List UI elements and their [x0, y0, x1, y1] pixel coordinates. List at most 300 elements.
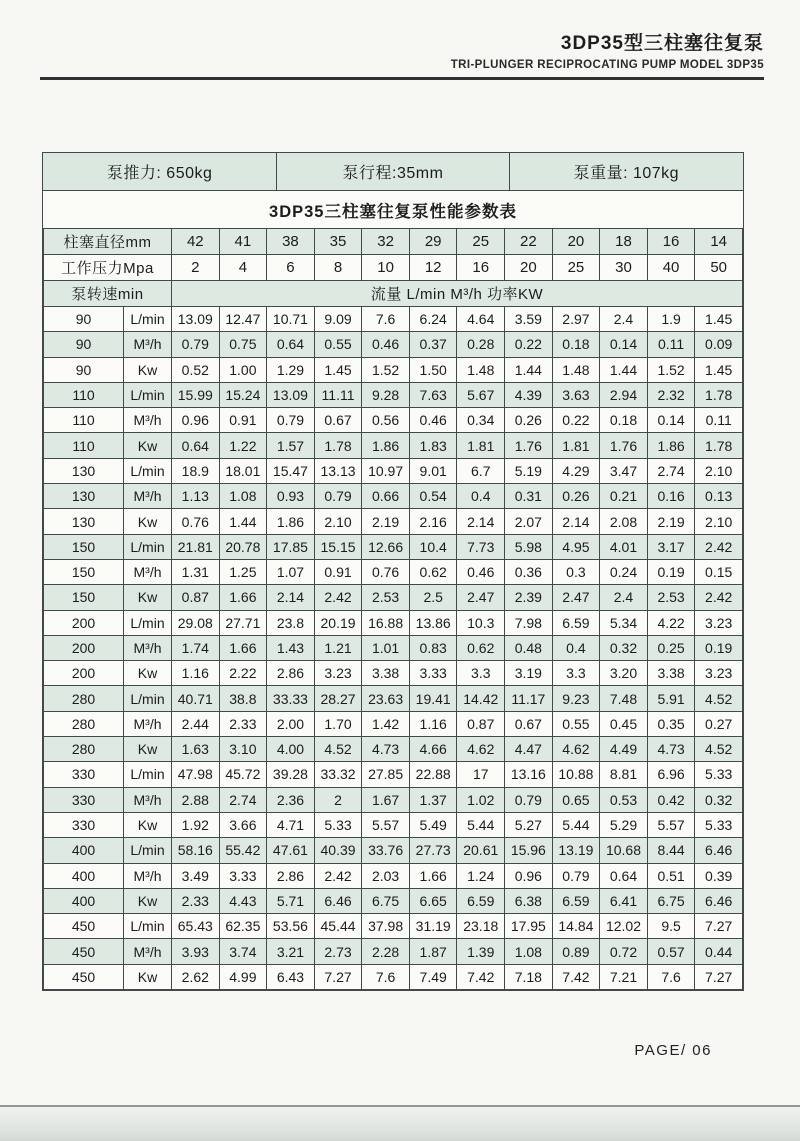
value-cell: 0.4	[552, 635, 600, 660]
value-cell: 8.44	[647, 838, 695, 863]
pressure-value-cell: 20	[505, 255, 553, 281]
value-cell: 2.47	[552, 585, 600, 610]
value-cell: 12.02	[600, 914, 648, 939]
table-row	[44, 559, 743, 584]
value-cell: 0.4	[457, 484, 505, 509]
value-cell: 7.98	[505, 610, 553, 635]
speed-cell: 110	[44, 433, 124, 458]
value-cell: 1.78	[314, 433, 362, 458]
value-cell: 7.6	[362, 307, 410, 332]
value-cell: 6.59	[552, 888, 600, 913]
value-cell: 3.38	[362, 661, 410, 686]
value-cell: 4.52	[695, 686, 743, 711]
value-cell: 47.61	[267, 838, 315, 863]
value-cell: 7.6	[362, 964, 410, 989]
value-cell: 2.14	[267, 585, 315, 610]
value-cell: 4.01	[600, 534, 648, 559]
performance-spec-block	[42, 152, 744, 991]
value-cell: 2.08	[600, 509, 648, 534]
value-cell: 0.44	[695, 939, 743, 964]
unit-cell: M³/h	[124, 484, 172, 509]
pressure-value-cell: 30	[600, 255, 648, 281]
unit-cell: M³/h	[124, 332, 172, 357]
value-cell: 0.64	[172, 433, 220, 458]
page-title-zh: 3DP35型三柱塞往复泵	[560, 33, 764, 54]
value-cell: 2.19	[647, 509, 695, 534]
value-cell: 3.63	[552, 382, 600, 407]
value-cell: 1.29	[267, 357, 315, 382]
value-cell: 1.63	[172, 737, 220, 762]
value-cell: 4.73	[647, 737, 695, 762]
value-cell: 29.08	[172, 610, 220, 635]
unit-cell: L/min	[124, 610, 172, 635]
unit-cell: M³/h	[124, 863, 172, 888]
value-cell: 3.47	[600, 458, 648, 483]
value-cell: 0.52	[172, 357, 220, 382]
speed-cell: 90	[44, 357, 124, 382]
speed-cell: 330	[44, 787, 124, 812]
value-cell: 2	[314, 787, 362, 812]
value-cell: 0.42	[647, 787, 695, 812]
value-cell: 33.33	[267, 686, 315, 711]
value-cell: 1.01	[362, 635, 410, 660]
pressure-value-cell: 10	[362, 255, 410, 281]
value-cell: 3.3	[457, 661, 505, 686]
value-cell: 1.78	[695, 382, 743, 407]
value-cell: 6.41	[600, 888, 648, 913]
diameter-value-cell: 16	[647, 229, 695, 255]
value-cell: 23.18	[457, 914, 505, 939]
value-cell: 1.45	[695, 307, 743, 332]
value-cell: 0.35	[647, 711, 695, 736]
value-cell: 2.28	[362, 939, 410, 964]
value-cell: 4.47	[505, 737, 553, 762]
value-cell: 45.44	[314, 914, 362, 939]
working-pressure-label: 工作压力Mpa	[44, 255, 172, 281]
unit-cell: L/min	[124, 686, 172, 711]
table-row	[44, 433, 743, 458]
value-cell: 53.56	[267, 914, 315, 939]
unit-cell: M³/h	[124, 787, 172, 812]
value-cell: 0.46	[362, 332, 410, 357]
value-cell: 5.57	[362, 812, 410, 837]
value-cell: 7.63	[409, 382, 457, 407]
value-cell: 0.65	[552, 787, 600, 812]
pressure-value-cell: 40	[647, 255, 695, 281]
value-cell: 0.27	[695, 711, 743, 736]
value-cell: 1.48	[457, 357, 505, 382]
diameter-value-cell: 29	[409, 229, 457, 255]
value-cell: 0.53	[600, 787, 648, 812]
value-cell: 10.4	[409, 534, 457, 559]
diameter-value-cell: 42	[172, 229, 220, 255]
value-cell: 2.39	[505, 585, 553, 610]
speed-cell: 450	[44, 914, 124, 939]
table-row	[44, 888, 743, 913]
value-cell: 19.41	[409, 686, 457, 711]
value-cell: 5.44	[552, 812, 600, 837]
working-pressure-row	[44, 255, 743, 281]
value-cell: 1.92	[172, 812, 220, 837]
value-cell: 0.14	[647, 408, 695, 433]
value-cell: 1.08	[219, 484, 267, 509]
value-cell: 31.19	[409, 914, 457, 939]
value-cell: 0.39	[695, 863, 743, 888]
value-cell: 1.81	[457, 433, 505, 458]
value-cell: 2.5	[409, 585, 457, 610]
value-cell: 1.66	[409, 863, 457, 888]
value-cell: 5.33	[695, 812, 743, 837]
pressure-value-cell: 4	[219, 255, 267, 281]
value-cell: 7.73	[457, 534, 505, 559]
value-cell: 6.75	[362, 888, 410, 913]
value-cell: 2.36	[267, 787, 315, 812]
value-cell: 0.76	[362, 559, 410, 584]
value-cell: 6.46	[695, 838, 743, 863]
value-cell: 21.81	[172, 534, 220, 559]
value-cell: 0.66	[362, 484, 410, 509]
value-cell: 1.52	[362, 357, 410, 382]
value-cell: 1.44	[219, 509, 267, 534]
value-cell: 0.79	[172, 332, 220, 357]
value-cell: 3.66	[219, 812, 267, 837]
value-cell: 62.35	[219, 914, 267, 939]
value-cell: 0.18	[600, 408, 648, 433]
value-cell: 2.73	[314, 939, 362, 964]
value-cell: 0.11	[695, 408, 743, 433]
value-cell: 2.07	[505, 509, 553, 534]
page-title-en: TRI-PLUNGER RECIPROCATING PUMP MODEL 3DP35	[450, 59, 764, 71]
value-cell: 10.88	[552, 762, 600, 787]
value-cell: 1.70	[314, 711, 362, 736]
value-cell: 2.47	[457, 585, 505, 610]
value-cell: 1.67	[362, 787, 410, 812]
page-header	[40, 28, 764, 80]
value-cell: 1.07	[267, 559, 315, 584]
value-cell: 1.24	[457, 863, 505, 888]
value-cell: 10.71	[267, 307, 315, 332]
value-cell: 10.97	[362, 458, 410, 483]
value-cell: 40.39	[314, 838, 362, 863]
value-cell: 15.15	[314, 534, 362, 559]
pressure-value-cell: 50	[695, 255, 743, 281]
value-cell: 1.42	[362, 711, 410, 736]
value-cell: 1.76	[600, 433, 648, 458]
value-cell: 5.34	[600, 610, 648, 635]
value-cell: 6.24	[409, 307, 457, 332]
value-cell: 22.88	[409, 762, 457, 787]
unit-cell: Kw	[124, 737, 172, 762]
value-cell: 2.32	[647, 382, 695, 407]
value-cell: 1.13	[172, 484, 220, 509]
value-cell: 0.51	[647, 863, 695, 888]
pressure-value-cell: 25	[552, 255, 600, 281]
table-row	[44, 711, 743, 736]
value-cell: 6.38	[505, 888, 553, 913]
value-cell: 2.14	[552, 509, 600, 534]
value-cell: 2.16	[409, 509, 457, 534]
value-cell: 5.44	[457, 812, 505, 837]
unit-cell: M³/h	[124, 559, 172, 584]
table-row	[44, 964, 743, 989]
value-cell: 20.19	[314, 610, 362, 635]
value-cell: 0.75	[219, 332, 267, 357]
value-cell: 7.21	[600, 964, 648, 989]
performance-table-body	[44, 229, 743, 990]
value-cell: 1.50	[409, 357, 457, 382]
value-cell: 0.46	[409, 408, 457, 433]
value-cell: 2.53	[647, 585, 695, 610]
value-cell: 0.76	[172, 509, 220, 534]
value-cell: 3.74	[219, 939, 267, 964]
diameter-value-cell: 20	[552, 229, 600, 255]
value-cell: 3.59	[505, 307, 553, 332]
value-cell: 3.38	[647, 661, 695, 686]
speed-cell: 130	[44, 458, 124, 483]
value-cell: 1.37	[409, 787, 457, 812]
value-cell: 17	[457, 762, 505, 787]
value-cell: 39.28	[267, 762, 315, 787]
value-cell: 0.25	[647, 635, 695, 660]
table-row	[44, 737, 743, 762]
value-cell: 15.47	[267, 458, 315, 483]
diameter-value-cell: 22	[505, 229, 553, 255]
unit-cell: L/min	[124, 914, 172, 939]
speed-cell: 280	[44, 737, 124, 762]
unit-cell: L/min	[124, 382, 172, 407]
spec-pump-stroke: 泵行程:35mm	[276, 153, 509, 190]
value-cell: 5.33	[695, 762, 743, 787]
value-cell: 4.43	[219, 888, 267, 913]
value-cell: 4.73	[362, 737, 410, 762]
value-cell: 47.98	[172, 762, 220, 787]
value-cell: 3.33	[409, 661, 457, 686]
value-cell: 4.64	[457, 307, 505, 332]
table-row	[44, 534, 743, 559]
value-cell: 1.66	[219, 585, 267, 610]
speed-cell: 90	[44, 332, 124, 357]
speed-cell: 200	[44, 661, 124, 686]
value-cell: 1.74	[172, 635, 220, 660]
value-cell: 4.66	[409, 737, 457, 762]
value-cell: 0.22	[505, 332, 553, 357]
value-cell: 7.49	[409, 964, 457, 989]
unit-cell: Kw	[124, 433, 172, 458]
value-cell: 2.97	[552, 307, 600, 332]
value-cell: 4.95	[552, 534, 600, 559]
flow-power-header: 流量 L/min M³/h 功率KW	[172, 281, 743, 307]
value-cell: 17.95	[505, 914, 553, 939]
value-cell: 1.81	[552, 433, 600, 458]
pressure-value-cell: 12	[409, 255, 457, 281]
pump-speed-label: 泵转速min	[44, 281, 172, 307]
value-cell: 5.91	[647, 686, 695, 711]
value-cell: 0.55	[552, 711, 600, 736]
value-cell: 7.27	[695, 914, 743, 939]
value-cell: 9.01	[409, 458, 457, 483]
value-cell: 1.31	[172, 559, 220, 584]
value-cell: 3.93	[172, 939, 220, 964]
value-cell: 14.42	[457, 686, 505, 711]
value-cell: 17.85	[267, 534, 315, 559]
value-cell: 1.86	[647, 433, 695, 458]
value-cell: 13.09	[267, 382, 315, 407]
table-row	[44, 585, 743, 610]
unit-cell: Kw	[124, 585, 172, 610]
value-cell: 0.14	[600, 332, 648, 357]
value-cell: 0.18	[552, 332, 600, 357]
table-row	[44, 939, 743, 964]
value-cell: 15.24	[219, 382, 267, 407]
value-cell: 0.64	[600, 863, 648, 888]
value-cell: 0.79	[505, 787, 553, 812]
value-cell: 33.32	[314, 762, 362, 787]
value-cell: 2.42	[314, 585, 362, 610]
value-cell: 2.19	[362, 509, 410, 534]
value-cell: 0.36	[505, 559, 553, 584]
value-cell: 0.09	[695, 332, 743, 357]
value-cell: 1.22	[219, 433, 267, 458]
value-cell: 0.83	[409, 635, 457, 660]
value-cell: 9.5	[647, 914, 695, 939]
value-cell: 27.71	[219, 610, 267, 635]
value-cell: 12.47	[219, 307, 267, 332]
value-cell: 6.7	[457, 458, 505, 483]
value-cell: 5.57	[647, 812, 695, 837]
value-cell: 0.22	[552, 408, 600, 433]
value-cell: 1.76	[505, 433, 553, 458]
unit-cell: Kw	[124, 812, 172, 837]
value-cell: 0.26	[505, 408, 553, 433]
unit-cell: M³/h	[124, 939, 172, 964]
value-cell: 9.28	[362, 382, 410, 407]
value-cell: 1.02	[457, 787, 505, 812]
value-cell: 13.19	[552, 838, 600, 863]
value-cell: 1.39	[457, 939, 505, 964]
value-cell: 3.49	[172, 863, 220, 888]
value-cell: 3.33	[219, 863, 267, 888]
value-cell: 55.42	[219, 838, 267, 863]
value-cell: 1.86	[362, 433, 410, 458]
table-title: 3DP35三柱塞往复泵性能参数表	[43, 191, 743, 228]
value-cell: 0.54	[409, 484, 457, 509]
value-cell: 7.6	[647, 964, 695, 989]
value-cell: 0.32	[695, 787, 743, 812]
value-cell: 3.23	[695, 661, 743, 686]
table-row	[44, 812, 743, 837]
table-row	[44, 357, 743, 382]
value-cell: 4.52	[314, 737, 362, 762]
spec-pump-thrust: 泵推力: 650kg	[106, 165, 213, 182]
value-cell: 1.66	[219, 635, 267, 660]
value-cell: 0.46	[457, 559, 505, 584]
value-cell: 6.43	[267, 964, 315, 989]
value-cell: 3.17	[647, 534, 695, 559]
unit-cell: Kw	[124, 888, 172, 913]
table-row	[44, 686, 743, 711]
value-cell: 0.79	[267, 408, 315, 433]
table-row	[44, 458, 743, 483]
value-cell: 6.59	[552, 610, 600, 635]
table-row	[44, 382, 743, 407]
value-cell: 7.27	[695, 964, 743, 989]
value-cell: 2.53	[362, 585, 410, 610]
value-cell: 4.71	[267, 812, 315, 837]
value-cell: 4.52	[695, 737, 743, 762]
value-cell: 0.67	[505, 711, 553, 736]
value-cell: 0.34	[457, 408, 505, 433]
spec-pump-weight: 泵重量: 107kg	[573, 165, 680, 182]
value-cell: 0.57	[647, 939, 695, 964]
speed-cell: 150	[44, 585, 124, 610]
value-cell: 1.21	[314, 635, 362, 660]
table-row	[44, 610, 743, 635]
value-cell: 0.96	[172, 408, 220, 433]
unit-cell: L/min	[124, 534, 172, 559]
value-cell: 2.22	[219, 661, 267, 686]
value-cell: 1.57	[267, 433, 315, 458]
value-cell: 1.44	[505, 357, 553, 382]
value-cell: 2.42	[695, 585, 743, 610]
spec-bar	[43, 153, 743, 191]
value-cell: 14.84	[552, 914, 600, 939]
page-edge-shade	[0, 1107, 800, 1141]
value-cell: 1.43	[267, 635, 315, 660]
value-cell: 3.23	[314, 661, 362, 686]
value-cell: 0.15	[695, 559, 743, 584]
value-cell: 5.19	[505, 458, 553, 483]
value-cell: 6.59	[457, 888, 505, 913]
value-cell: 33.76	[362, 838, 410, 863]
value-cell: 10.3	[457, 610, 505, 635]
diameter-value-cell: 38	[267, 229, 315, 255]
value-cell: 5.98	[505, 534, 553, 559]
value-cell: 7.42	[552, 964, 600, 989]
value-cell: 9.23	[552, 686, 600, 711]
value-cell: 27.85	[362, 762, 410, 787]
value-cell: 1.45	[695, 357, 743, 382]
value-cell: 0.96	[505, 863, 553, 888]
table-row	[44, 332, 743, 357]
unit-cell: Kw	[124, 964, 172, 989]
value-cell: 3.10	[219, 737, 267, 762]
value-cell: 5.49	[409, 812, 457, 837]
value-cell: 0.16	[647, 484, 695, 509]
page-number: PAGE/ 06	[634, 1042, 712, 1059]
value-cell: 3.3	[552, 661, 600, 686]
table-row	[44, 863, 743, 888]
value-cell: 0.67	[314, 408, 362, 433]
value-cell: 27.73	[409, 838, 457, 863]
value-cell: 0.24	[600, 559, 648, 584]
value-cell: 7.42	[457, 964, 505, 989]
value-cell: 2.10	[314, 509, 362, 534]
value-cell: 2.33	[172, 888, 220, 913]
value-cell: 2.14	[457, 509, 505, 534]
value-cell: 0.55	[314, 332, 362, 357]
value-cell: 13.16	[505, 762, 553, 787]
value-cell: 5.67	[457, 382, 505, 407]
value-cell: 0.13	[695, 484, 743, 509]
value-cell: 4.99	[219, 964, 267, 989]
value-cell: 15.96	[505, 838, 553, 863]
value-cell: 2.10	[695, 458, 743, 483]
value-cell: 1.48	[552, 357, 600, 382]
value-cell: 1.86	[267, 509, 315, 534]
speed-cell: 400	[44, 838, 124, 863]
diameter-value-cell: 14	[695, 229, 743, 255]
table-row	[44, 661, 743, 686]
